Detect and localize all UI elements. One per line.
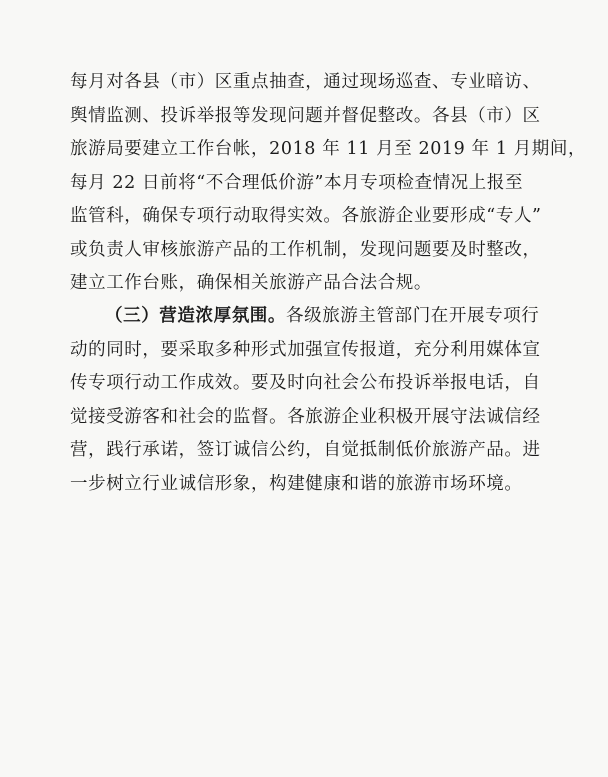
text-line: 建立工作台账，确保相关旅游产品合法合规。 (70, 273, 432, 293)
text-line-rest: 各级旅游主管部门在开展专项行 (286, 306, 540, 326)
text-line: 监管科，确保专项行动取得实效。各旅游企业要形成“专人” (70, 206, 542, 226)
paragraph-oversight (70, 66, 587, 301)
text-line: 营，践行承诺，签订诚信公约，自觉抵制低价旅游产品。进 (70, 440, 541, 460)
text-line: 一步树立行业诚信形象，构建健康和谐的旅游市场环境。 (70, 473, 523, 494)
text-line: 旅游局要建立工作台帐，2018 年 11 月至 2019 年 1 月期间， (70, 139, 587, 159)
text-line-first (70, 300, 550, 334)
text-line: 或负责人审核旅游产品的工作机制，发现问题要及时整改， (70, 239, 541, 260)
text-line: 每月 22 日前将“不合理低价游”本月专项检查情况上报至 (70, 172, 524, 193)
paragraph-atmosphere (70, 300, 550, 501)
section-heading: （三）营造浓厚氛围。 (105, 306, 286, 326)
text-line: 每月对各县（市）区重点抽查，通过现场巡查、专业暗访、 (70, 72, 541, 92)
text-line: 传专项行动工作成效。要及时向社会公布投诉举报电话，自 (70, 373, 541, 393)
text-line: 动的同时，要采取多种形式加强宣传报道，充分利用媒体宣 (70, 339, 541, 360)
text-line: 舆情监测、投诉举报等发现问题并督促整改。各县（市）区 (70, 105, 541, 126)
text-line: 觉接受游客和社会的监督。各旅游企业积极开展守法诚信经 (70, 406, 541, 427)
